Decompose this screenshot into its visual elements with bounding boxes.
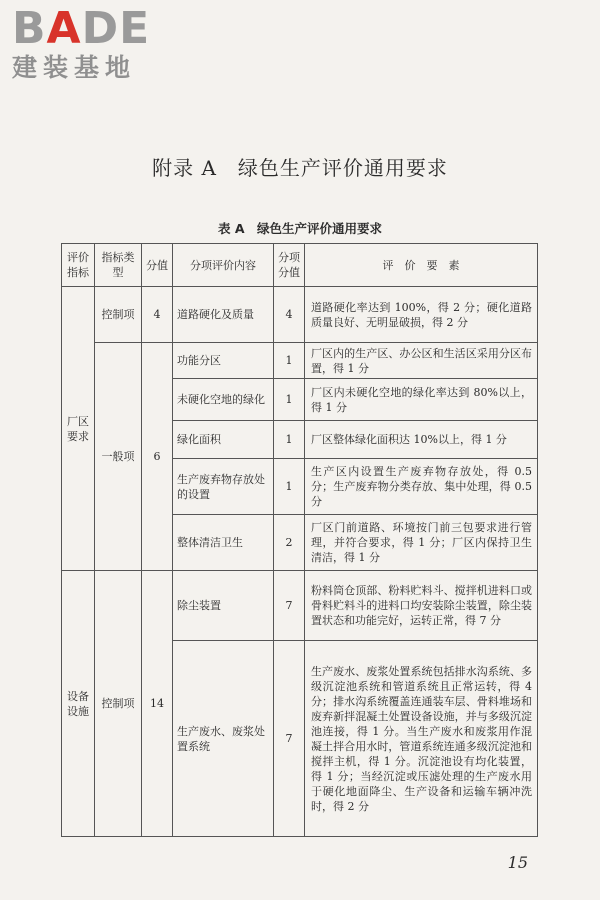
item-content-cell: 绿化面积 [173, 421, 274, 459]
type-cell: 控制项 [95, 287, 142, 343]
table-row [62, 287, 538, 343]
page-number: 15 [507, 853, 528, 872]
table-row [62, 571, 538, 641]
table-row [62, 343, 538, 379]
item-score-cell: 2 [274, 515, 305, 571]
item-score-cell: 1 [274, 379, 305, 421]
page-title: 附录 A 绿色生产评价通用要求 [152, 156, 448, 180]
item-content-cell: 功能分区 [173, 343, 274, 379]
criteria-cell: 生产废水、废浆处置系统包括排水沟系统、多级沉淀池系统和管道系统且正常运转，得 4 分；排水沟系统覆盖连通装车层、骨料堆场和废弃新拌混凝土处置设备设施，并与多级沉淀池连接，得 1 分。当生产废水和废浆用作混凝土拌合用水时，管道系统连通多级沉淀池和搅拌主机，得 1 分。沉淀池设有均化装置，得 1 分；当经沉淀或压滤处理的生产废水用于硬化地面降尘、生产设备和运输车辆冲洗时，得 2 分 [305, 641, 538, 837]
item-score-cell: 4 [274, 287, 305, 343]
criteria-cell: 厂区整体绿化面积达 10%以上，得 1 分 [305, 421, 538, 459]
header-score: 分值 [142, 244, 173, 287]
brand-logo-subtitle: 建装基地 [12, 53, 137, 82]
indicator-cell: 厂区要求 [62, 287, 95, 571]
header-item-score: 分项分值 [274, 244, 305, 287]
score-cell: 4 [142, 287, 173, 343]
item-content-cell: 生产废弃物存放处的设置 [173, 459, 274, 515]
requirements-table [61, 243, 538, 837]
header-criteria: 评 价 要 素 [305, 244, 538, 287]
criteria-cell: 厂区内的生产区、办公区和生活区采用分区布置，得 1 分 [305, 343, 538, 379]
type-cell: 一般项 [95, 343, 142, 571]
item-score-cell: 7 [274, 641, 305, 837]
item-content-cell: 整体清洁卫生 [173, 515, 274, 571]
brand-logo-wordmark: BADE [12, 3, 151, 54]
item-content-cell: 生产废水、废浆处置系统 [173, 641, 274, 837]
type-cell: 控制项 [95, 571, 142, 837]
criteria-cell: 厂区内未硬化空地的绿化率达到 80%以上，得 1 分 [305, 379, 538, 421]
indicator-cell: 设备设施 [62, 571, 95, 837]
criteria-cell: 道路硬化率达到 100%，得 2 分；硬化道路质量良好、无明显破损，得 2 分 [305, 287, 538, 343]
item-content-cell: 未硬化空地的绿化 [173, 379, 274, 421]
item-score-cell: 7 [274, 571, 305, 641]
item-score-cell: 1 [274, 459, 305, 515]
item-content-cell: 除尘装置 [173, 571, 274, 641]
item-score-cell: 1 [274, 343, 305, 379]
score-cell: 14 [142, 571, 173, 837]
header-item-content: 分项评价内容 [173, 244, 274, 287]
table-caption: 表 A 绿色生产评价通用要求 [217, 221, 383, 236]
criteria-cell: 粉料筒仓顶部、粉料贮料斗、搅拌机进料口或骨料贮料斗的进料口均安装除尘装置，除尘装置状态和功能完好，运转正常，得 7 分 [305, 571, 538, 641]
criteria-cell: 厂区门前道路、环境按门前三包要求进行管理，并符合要求，得 1 分；厂区内保持卫生清洁，得 1 分 [305, 515, 538, 571]
header-indicator-type: 指标类型 [95, 244, 142, 287]
score-cell: 6 [142, 343, 173, 571]
header-indicator: 评价指标 [62, 244, 95, 287]
brand-logo [12, 3, 151, 82]
item-content-cell: 道路硬化及质量 [173, 287, 274, 343]
item-score-cell: 1 [274, 421, 305, 459]
table-header-row [62, 244, 538, 287]
criteria-cell: 生产区内设置生产废弃物存放处，得 0.5 分；生产废弃物分类存放、集中处理，得 0.5 分 [305, 459, 538, 515]
